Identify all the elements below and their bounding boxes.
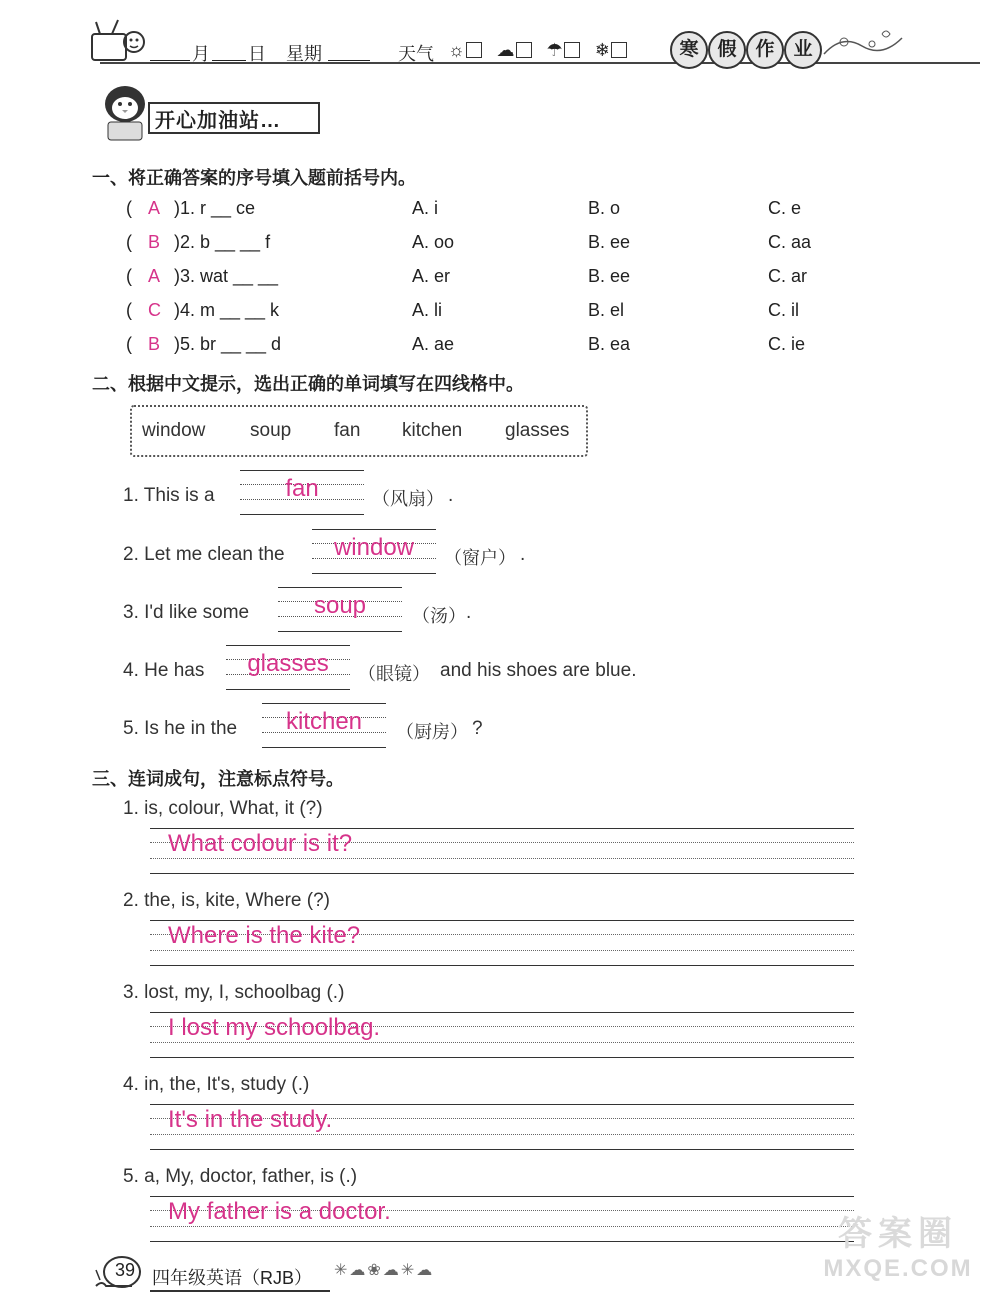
s1-question-3 — [126, 266, 846, 292]
s1-answer[interactable]: B — [148, 232, 161, 252]
snow-icon: ❄ — [594, 40, 610, 60]
s1-question-5 — [126, 334, 846, 360]
s3-answer: What colour is it? — [168, 830, 353, 857]
s2-sentence-start: 3. I'd like some — [123, 602, 250, 623]
four-line-grid[interactable] — [278, 587, 402, 631]
watermark-seal — [818, 1206, 978, 1290]
s1-question-4 — [126, 300, 846, 326]
weather-label: 天气 — [398, 44, 434, 64]
s2-sentence-start: 4. He has — [123, 660, 205, 681]
s2-answer: fan — [285, 475, 319, 502]
month-blank — [150, 44, 190, 61]
s1-option-a: A. ae — [412, 334, 455, 354]
word-bank-item: kitchen — [402, 420, 463, 441]
badge-char-3: 作 — [746, 31, 784, 69]
s2-chinese-hint: （厨房） — [396, 722, 468, 743]
writing-lines[interactable] — [150, 920, 854, 970]
s3-answer: Where is the kite? — [168, 922, 361, 949]
s3-prompt: 2. the, is, kite, Where (?) — [123, 890, 330, 911]
open-paren: ( — [126, 198, 132, 218]
writing-lines[interactable] — [150, 1012, 854, 1062]
sunny-checkbox[interactable] — [466, 42, 482, 58]
s2-sentence-end: . — [448, 485, 454, 506]
s2-sentence-end: ? — [472, 718, 483, 739]
s2-answer: soup — [313, 592, 367, 619]
s3-answer: It's in the study. — [168, 1106, 333, 1133]
s1-stem: )3. wat __ __ — [174, 266, 279, 286]
s1-option-b: B. ee — [588, 266, 631, 286]
s1-question-2 — [126, 232, 846, 258]
s2-chinese-hint: （汤） — [412, 606, 466, 627]
page-number: 39 — [115, 1260, 136, 1280]
s1-stem: )5. br __ __ d — [174, 334, 282, 354]
rainy-checkbox[interactable] — [564, 42, 580, 58]
s2-chinese-hint: （眼镜） — [358, 664, 430, 685]
open-paren: ( — [126, 232, 132, 252]
cloud-icon: ☁ — [496, 40, 515, 60]
s3-prompt: 4. in, the, It's, study (.) — [123, 1074, 310, 1095]
s1-question-1 — [126, 198, 846, 224]
penguin-mascot-icon — [96, 80, 154, 149]
four-line-grid[interactable] — [262, 703, 386, 747]
badge-char-4: 业 — [784, 31, 822, 69]
s1-option-a: A. li — [412, 300, 443, 320]
s1-option-a: A. er — [412, 266, 451, 286]
s2-sentence-end: . — [520, 544, 526, 565]
s2-chinese-hint: （窗户） — [444, 548, 516, 569]
month-label: 月 — [192, 44, 210, 64]
s2-answer: window — [333, 534, 415, 561]
sun-icon: ☼ — [448, 40, 465, 60]
cloudy-checkbox[interactable] — [516, 42, 532, 58]
s1-answer[interactable]: A — [148, 266, 161, 286]
rain-icon: ☂ — [546, 40, 563, 60]
day-label: 日 — [248, 44, 266, 64]
badge-char-2: 假 — [708, 31, 746, 69]
open-paren: ( — [126, 266, 132, 286]
s1-answer[interactable]: C — [148, 300, 161, 320]
watermark-text: 答案圈 — [838, 1215, 958, 1253]
week-label: 星期 — [286, 44, 322, 64]
s3-prompt: 1. is, colour, What, it (?) — [123, 798, 323, 819]
footer-line — [150, 1290, 330, 1292]
s1-option-c: C. ar — [768, 266, 808, 286]
s1-option-b: B. ee — [588, 232, 631, 252]
s1-option-b: B. o — [588, 198, 621, 218]
word-bank-item: window — [142, 420, 206, 441]
section1-title: 一、将正确答案的序号填入题前括号内。 — [92, 168, 416, 189]
four-line-grid[interactable] — [240, 470, 364, 514]
s3-answer: I lost my schoolbag. — [168, 1014, 381, 1041]
word-bank-item: glasses — [505, 420, 570, 441]
word-bank-item: fan — [334, 420, 361, 441]
s3-prompt: 3. lost, my, I, schoolbag (.) — [123, 982, 345, 1003]
week-blank — [328, 44, 370, 61]
writing-lines[interactable] — [150, 1104, 854, 1154]
s2-answer: kitchen — [285, 708, 363, 735]
s1-option-b: B. el — [588, 300, 625, 320]
s1-answer[interactable]: B — [148, 334, 161, 354]
s1-option-c: C. ie — [768, 334, 806, 354]
four-line-grid[interactable] — [312, 529, 436, 573]
s2-sentence-end: . — [466, 602, 472, 623]
s1-option-c: C. aa — [768, 232, 812, 252]
four-line-grid[interactable] — [226, 645, 350, 689]
watermark-url: MXQE.COM — [823, 1255, 973, 1282]
s1-answer[interactable]: A — [148, 198, 161, 218]
s2-sentence-end: and his shoes are blue. — [440, 660, 637, 681]
word-bank-item: soup — [250, 420, 292, 441]
open-paren: ( — [126, 334, 132, 354]
snowy-checkbox[interactable] — [611, 42, 627, 58]
section2-title: 二、根据中文提示，选出正确的单词填写在四线格中。 — [92, 374, 524, 395]
writing-lines[interactable] — [150, 828, 854, 878]
s3-answer: My father is a doctor. — [168, 1198, 391, 1225]
s1-stem: )1. r __ ce — [174, 198, 256, 218]
footer-ornament-icon: ✳☁❀☁✳☁ — [334, 1262, 435, 1279]
s2-answer: glasses — [247, 650, 329, 677]
s1-option-a: A. oo — [412, 232, 455, 252]
s2-sentence-start: 2. Let me clean the — [123, 544, 285, 565]
badge-char-1: 寒 — [670, 31, 708, 69]
s2-sentence-start: 1. This is a — [123, 485, 215, 506]
book-title: 四年级英语（RJB） — [152, 1268, 313, 1288]
s1-option-c: C. e — [768, 198, 802, 218]
s1-option-c: C. il — [768, 300, 799, 320]
s1-stem: )2. b __ __ f — [174, 232, 271, 252]
s2-chinese-hint: （风扇） — [372, 489, 444, 510]
open-paren: ( — [126, 300, 132, 320]
writing-lines[interactable] — [150, 1196, 854, 1246]
banner-title: 开心加油站… — [155, 110, 281, 132]
section3-title: 三、连词成句，注意标点符号。 — [92, 769, 344, 790]
s3-prompt: 5. a, My, doctor, father, is (.) — [123, 1166, 358, 1187]
weather-options — [448, 40, 627, 61]
s1-option-b: B. ea — [588, 334, 631, 354]
day-blank — [212, 44, 246, 61]
s1-stem: )4. m __ __ k — [174, 300, 280, 320]
s1-option-a: A. i — [412, 198, 439, 218]
s2-sentence-start: 5. Is he in the — [123, 718, 238, 739]
floral-ornament-icon — [822, 24, 906, 69]
